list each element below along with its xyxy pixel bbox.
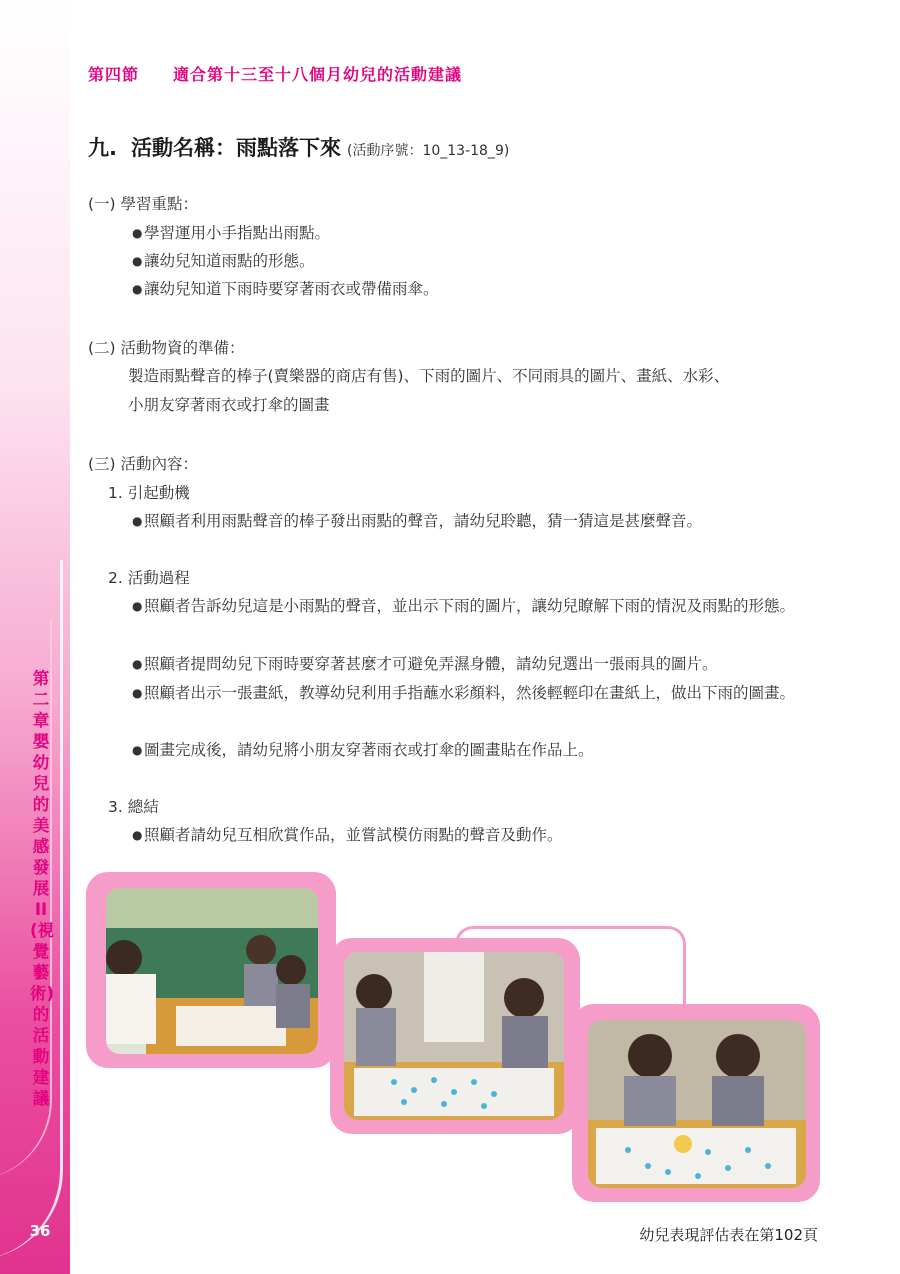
list-item: ●讓幼兒知道雨點的形態。 — [132, 252, 315, 270]
list-item: ●照顧者提問幼兒下雨時要穿著甚麼才可避免弄濕身體，請幼兒選出一張雨具的圖片。 — [132, 655, 718, 673]
section-number: 第四節 — [88, 65, 140, 84]
step-title: 2. 活動過程 — [108, 569, 190, 587]
step-title: 1. 引起動機 — [108, 484, 190, 502]
activity-photo — [106, 888, 318, 1054]
page-number: 36 — [29, 1222, 51, 1240]
section-title: 適合第十三至十八個月幼兒的活動建議 — [173, 65, 463, 84]
materials-line: 小朋友穿著雨衣或打傘的圖畫 — [128, 396, 330, 414]
finger-painting-photo-illustration — [344, 952, 564, 1120]
assessment-reference: 幼兒表現評估表在第102頁 — [639, 1226, 818, 1244]
part1-heading: (一) 學習重點： — [88, 195, 199, 213]
classroom-photo-illustration — [106, 888, 318, 1054]
activity-index: 九. — [88, 136, 117, 160]
materials-line: 製造雨點聲音的棒子(賣樂器的商店有售)、下雨的圖片、不同雨具的圖片、畫紙、水彩、 — [128, 367, 730, 385]
step-title: 3. 總結 — [108, 798, 159, 816]
activity-serial: (活動序號：10_13-18_9) — [346, 143, 510, 159]
finished-painting-photo-illustration — [588, 1020, 806, 1188]
part2-heading: (二) 活動物資的準備： — [88, 339, 245, 357]
photo-frame — [86, 872, 336, 1068]
list-item: ●照顧者利用雨點聲音的棒子發出雨點的聲音，請幼兒聆聽，猜一猜這是甚麼聲音。 — [132, 512, 703, 530]
photo-frame — [572, 1004, 820, 1202]
activity-photo — [344, 952, 564, 1120]
photo-frame — [330, 938, 580, 1134]
list-item: ●學習運用小手指點出雨點。 — [132, 224, 331, 242]
list-item: ●照顧者出示一張畫紙，教導幼兒利用手指蘸水彩顏料，然後輕輕印在畫紙上，做出下雨的圖畫。 — [132, 684, 796, 702]
list-item: ●照顧者請幼兒互相欣賞作品，並嘗試模仿雨點的聲音及動作。 — [132, 826, 563, 844]
activity-photo — [588, 1020, 806, 1188]
list-item: ●照顧者告訴幼兒這是小雨點的聲音，並出示下雨的圖片，讓幼兒瞭解下雨的情況及雨點的形態。 — [132, 597, 796, 615]
chapter-title-vertical: 第二章 嬰幼兒的美感發展II(視覺藝術)的活動建議 — [30, 669, 55, 1108]
part3-heading: (三) 活動內容： — [88, 455, 199, 473]
section-header — [88, 62, 462, 85]
activity-title — [88, 132, 509, 162]
list-item: ●讓幼兒知道下雨時要穿著雨衣或帶備雨傘。 — [132, 280, 439, 298]
list-item: ●圖畫完成後，請幼兒將小朋友穿著雨衣或打傘的圖畫貼在作品上。 — [132, 741, 594, 759]
activity-name: 活動名稱：雨點落下來 — [130, 136, 341, 160]
